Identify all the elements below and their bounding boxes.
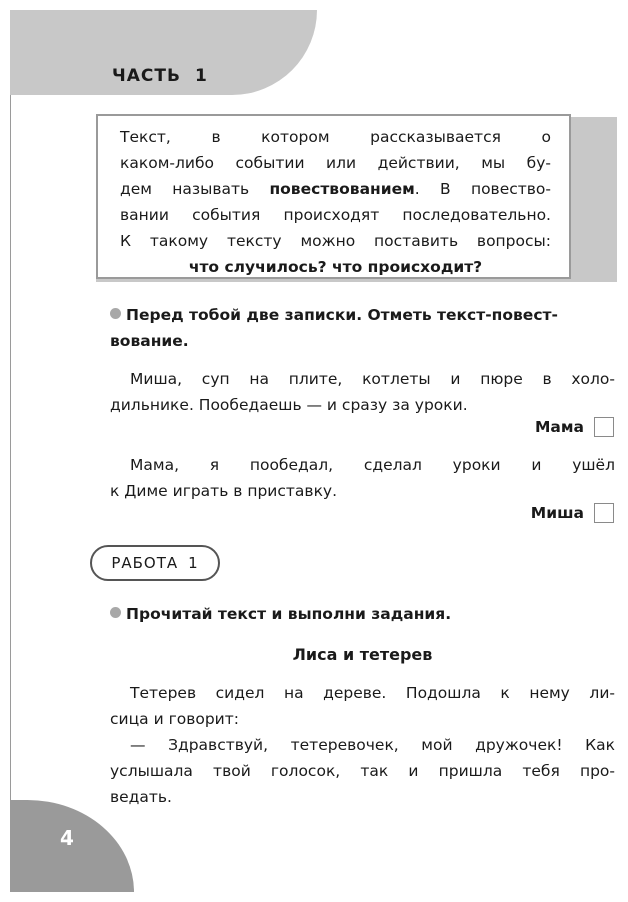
rule-line: каком-либо событии или действии, мы бу-	[120, 154, 551, 172]
part-title	[112, 66, 208, 86]
checkbox-misha[interactable]	[594, 503, 614, 523]
rule-box	[96, 114, 571, 279]
bullet-icon	[110, 308, 121, 319]
page-number: 4	[60, 826, 74, 850]
signature-mama	[535, 417, 614, 437]
part-number: 1	[194, 66, 208, 86]
story-text	[110, 680, 615, 810]
part-label: ЧАСТЬ	[112, 66, 181, 86]
note-misha	[110, 452, 615, 504]
story-line: Тетерев сидел на дереве. Подошла к нему ли-	[130, 684, 615, 702]
note-line: дильнике. Пообедаешь — и сразу за уроки.	[110, 396, 468, 414]
rule-line: Текст, в котором рассказывается о	[120, 128, 551, 146]
story-line: услышала твой голосок, так и пришла тебя про-	[110, 762, 615, 780]
signature-label: Миша	[530, 504, 584, 522]
rule-line-end: . В повество-	[414, 180, 551, 198]
rule-line: К такому тексту можно поставить вопросы:	[120, 232, 551, 250]
note-line: к Диме играть в приставку.	[110, 482, 338, 500]
rule-questions: что случилось? что происходит?	[188, 258, 483, 276]
rule-line-start: дем называть	[120, 180, 270, 198]
note-mama	[110, 366, 615, 418]
page-edge	[10, 10, 11, 892]
task-line: Прочитай текст и выполни задания.	[126, 605, 452, 623]
work-label: РАБОТА	[111, 554, 179, 572]
work-badge	[90, 545, 220, 581]
rule-line: вании события происходят последовательно.	[120, 206, 551, 224]
story-line: ведать.	[110, 788, 172, 806]
task-line: Перед тобой две записки. Отметь текст-повест-	[126, 306, 558, 324]
note-line: Мама, я пообедал, сделал уроки и ушёл	[130, 456, 615, 474]
rule-line	[120, 176, 551, 202]
signature-label: Мама	[534, 418, 584, 436]
checkbox-mama[interactable]	[594, 417, 614, 437]
task-instruction-1	[110, 302, 615, 354]
note-line: Миша, суп на плите, котлеты и пюре в холо-	[130, 370, 615, 388]
bullet-icon	[110, 607, 121, 618]
rule-term: повествованием	[269, 180, 415, 198]
task-line: вование.	[110, 332, 189, 350]
story-line: — Здравствуй, тетеревочек, мой дружочек! Как	[130, 736, 615, 754]
story-title: Лиса и тетерев	[292, 645, 433, 664]
work-number: 1	[188, 554, 199, 572]
signature-misha	[531, 503, 614, 523]
story-line: сица и говорит:	[110, 710, 239, 728]
task-instruction-2	[110, 601, 615, 627]
